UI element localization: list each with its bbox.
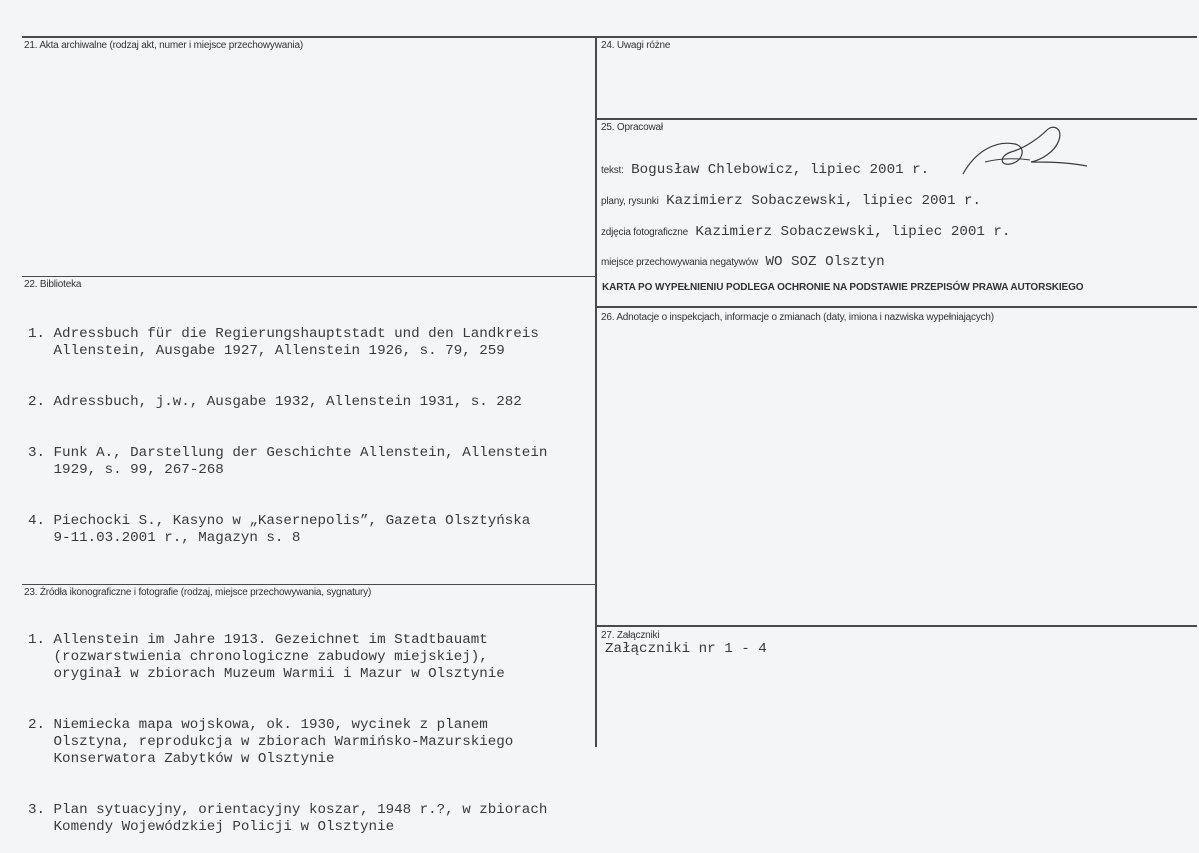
section-26-label: 26. Adnotacje o inspekcjach, informacje o zmianach (daty, imiona i nazwiska wypełniających) [601,312,994,323]
rule-26-27 [596,625,1197,627]
section-25-label: 25. Opracował [601,122,663,133]
author-photos-row [601,222,1010,241]
author-text-value: Bogusław Chlebowicz, lipiec 2001 r. [631,162,930,178]
author-photos-label: zdjęcia fotograficzne [601,227,688,238]
list-item: 1. Adressbuch für die Regierungshauptstadt und den Landkreis Allenstein, Ausgabe 1927, Allenstein 1926, s. 79, 259 [28,326,539,359]
list-item: 1. Allenstein im Jahre 1913. Gezeichnet im Stadtbauamt (rozwarstwienia chronologiczne zabudowy miejskiej), oryginał w zbiorach Muzeum Warmii i Mazur w Olsztynie [28,632,505,682]
author-text-label: tekst: [601,165,624,176]
list-item: 3. Funk A., Darstellung der Geschichte Allenstein, Allenstein 1929, s. 99, 267-268 [28,445,548,478]
bibliography-list [28,292,547,564]
section-21-label: 21. Akta archiwalne (rodzaj akt, numer i miejsce przechowywania) [24,40,303,51]
negatives-location-value: WO SOZ Olsztyn [765,254,885,270]
author-drawings-value: Kazimierz Sobaczewski, lipiec 2001 r. [666,193,982,209]
author-text-row [601,160,929,179]
author-photos-value: Kazimierz Sobaczewski, lipiec 2001 r. [695,224,1011,240]
rule-24-25 [596,118,1197,120]
list-item: 2. Adressbuch, j.w., Ausgabe 1932, Allenstein 1931, s. 282 [28,394,522,410]
negatives-location-label: miejsce przechowywania negatywów [601,257,759,268]
handwritten-signature [955,122,1095,192]
section-22-label: 22. Biblioteka [24,279,82,290]
section-23-label: 23. Źródła ikonograficzne i fotografie (rodzaj, miejsce przechowywania, sygnatury) [24,587,372,598]
sources-list [28,598,547,853]
author-drawings-label: plany, rysunki [601,196,659,207]
rule-21-22 [22,276,596,277]
list-item: 4. Piechocki S., Kasyno w „Kasernepolis”, Gazeta Olsztyńska 9-11.03.2001 r., Magazyn s. 8 [28,513,531,546]
section-27-label: 27. Załączniki [601,630,660,641]
rule-25-26 [596,306,1197,308]
top-rule [22,36,1197,38]
list-item: 2. Niemiecka mapa wojskowa, ok. 1930, wycinek z planem Olsztyna, reprodukcja w zbiorach Warmińsko-Mazurskiego Konserwatora Zabytków w Olsztynie [28,717,514,767]
rule-22-23 [22,584,596,585]
column-divider [595,37,597,747]
negatives-location-row [601,252,885,271]
attachments-value: Załączniki nr 1 - 4 [605,641,767,657]
section-24-label: 24. Uwagi różne [601,40,671,51]
author-drawings-row [601,191,981,210]
copyright-notice: KARTA PO WYPEŁNIENIU PODLEGA OCHRONIE NA PODSTAWIE PRZEPISÓW PRAWA AUTORSKIEGO [602,282,1084,293]
list-item: 3. Plan sytuacyjny, orientacyjny koszar, 1948 r.?, w zbiorach Komendy Wojewódzkiej Policji w Olsztynie [28,802,548,835]
